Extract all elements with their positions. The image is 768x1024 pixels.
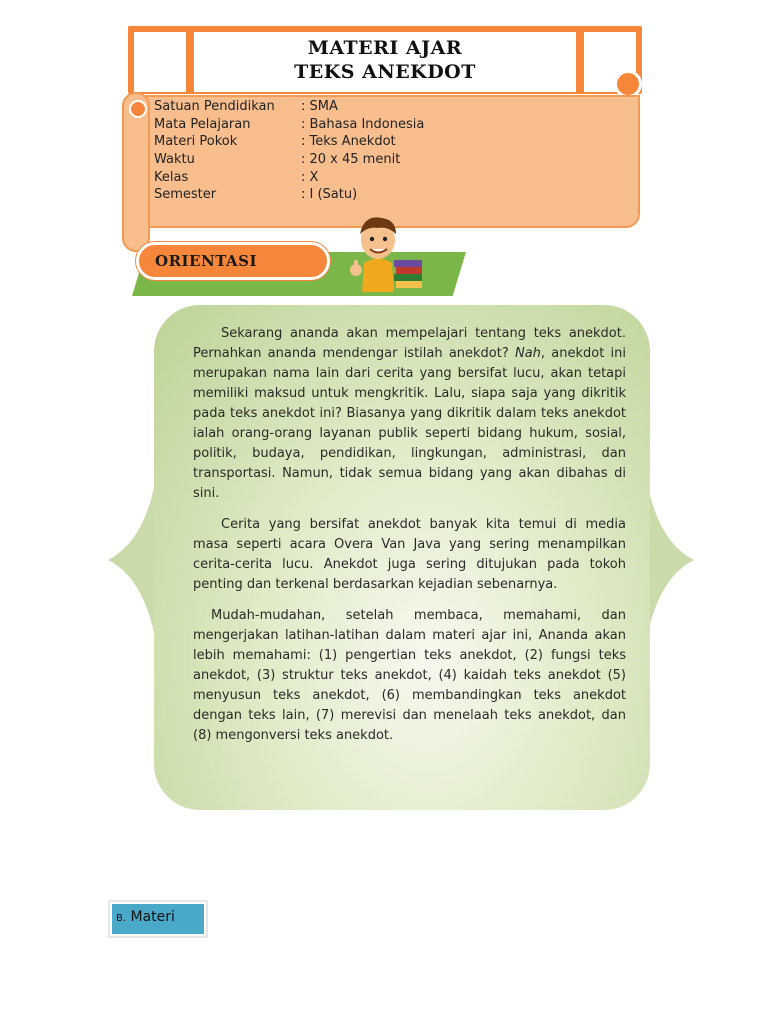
header-frame-left-slot: [134, 32, 186, 92]
paragraph-1-part-a: Sekarang ananda akan mempelajari tentang teks anekdot. Pernahkan ananda mendengar istilah anekdot?: [193, 326, 626, 361]
paragraph-1-part-b: , anekdot ini merupakan nama lain dari cerita yang bersifat lucu, akan tetapi memiliki maksud untuk mengkritik. Lalu, siapa saja yang dikritik pada teks anekdot ini? Biasanya yang dikritik dalam teks anekdot ialah orang-orang layanan publik seperti bidang hukum, sosial, politik, budaya, pendidikan, lingkungan, administrasi, dan transportasi. Namun, tidak semua bidang yang akan dibahas di sini.: [193, 346, 626, 501]
info-key: Semester: [154, 187, 217, 203]
section-heading-orientasi: ORIENTASI: [155, 252, 258, 270]
info-key: Kelas: [154, 169, 189, 185]
scroll-curl-right-decoration: [614, 70, 642, 98]
title-line-1: MATERI AJAR: [307, 37, 463, 59]
info-value: : Teks Anekdot: [301, 134, 396, 150]
section-b-box: [108, 900, 208, 938]
student-mascot-icon: [344, 208, 430, 294]
info-key: Waktu: [154, 152, 195, 168]
paragraph-2: Cerita yang bersifat anekdot banyak kita temui di media masa seperti acara Overa Van Java yang sering menampilkan cerita-cerita lucu. Anekdot juga sering ditujukan pada tokoh penting dan terkenal berdasarkan kejadian sebenarnya.: [193, 517, 626, 592]
info-value: : 20 x 45 menit: [301, 152, 401, 168]
info-value: : Bahasa Indonesia: [301, 116, 425, 132]
info-value: : X: [301, 169, 319, 185]
panel-text: [193, 324, 626, 757]
paragraph-1-italic: Nah: [514, 346, 541, 361]
info-key: Materi Pokok: [154, 134, 238, 150]
info-value: : SMA: [301, 99, 338, 114]
info-value: : I (Satu): [301, 187, 358, 203]
page-title: [194, 36, 576, 84]
section-b-heading: [116, 909, 175, 925]
scroll-hole-decoration: [129, 100, 147, 118]
section-b-prefix: B.: [116, 913, 127, 924]
paragraph-1: [193, 324, 626, 504]
info-key: Mata Pelajaran: [154, 116, 251, 132]
section-b-label: Materi: [130, 909, 175, 925]
scroll-curl-left-decoration: [122, 92, 150, 252]
paragraph-3: Mudah-mudahan, setelah membaca, memahami, dan mengerjakan latihan-latihan dalam materi ajar ini, Ananda akan lebih memahami: (1) pengertian teks anekdot, (2) fungsi teks anekdot, (3) struktur teks anekdot, (4) kaidah teks anekdot (5) menyusun teks anekdot, (6) membandingkan teks anekdot dengan teks lain, (7) merevisi dan menelaah teks anekdot, dan (8) mengonversi teks anekdot.: [193, 608, 626, 743]
title-line-2: TEKS ANEKDOT: [294, 61, 476, 83]
info-key: Satuan Pendidikan: [154, 99, 275, 114]
